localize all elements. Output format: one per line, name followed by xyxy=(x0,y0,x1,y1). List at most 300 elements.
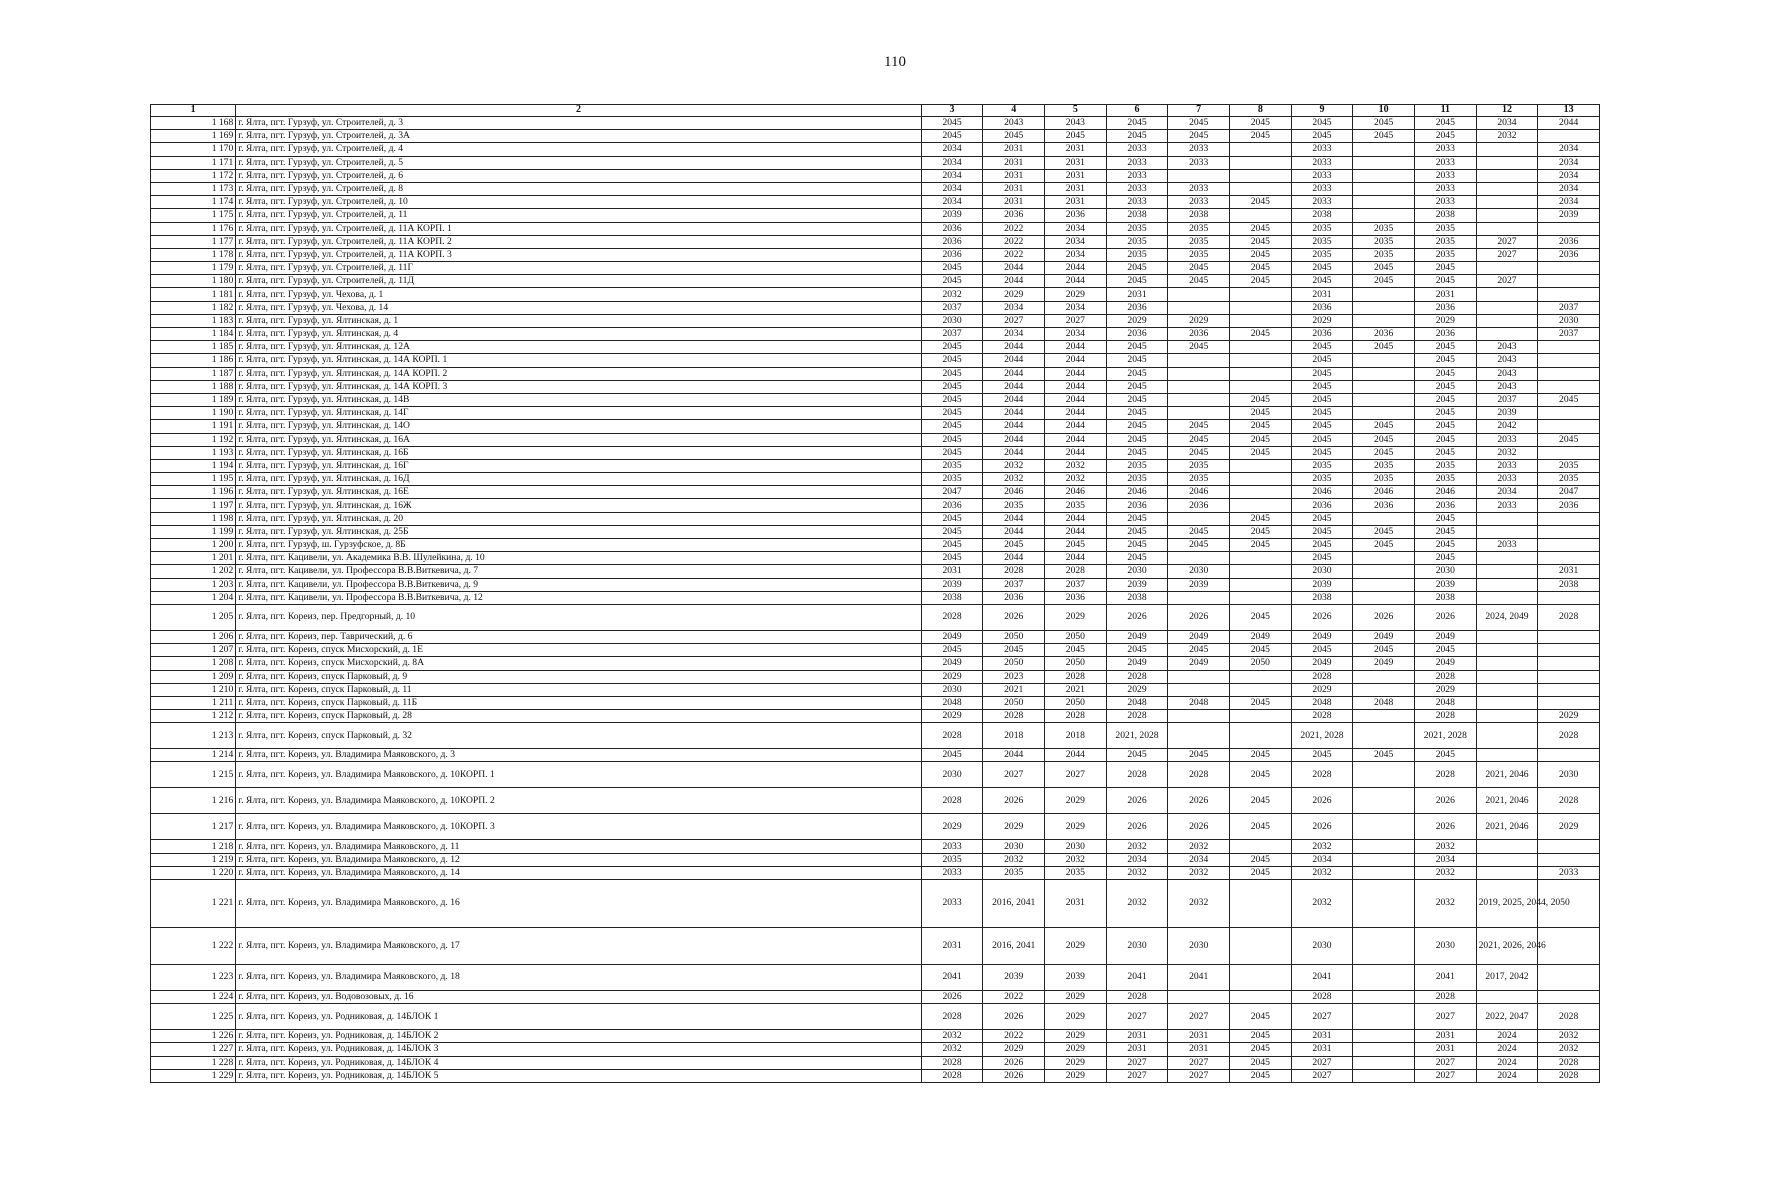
year-cell xyxy=(1353,169,1415,182)
address-cell: г. Ялта, пгт. Кореиз, ул. Владимира Маяковского, д. 18 xyxy=(236,965,921,991)
year-cell: 2044 xyxy=(983,354,1045,367)
year-cell: 2045 xyxy=(1168,262,1230,275)
year-cell: 2035 xyxy=(1353,473,1415,486)
year-cell: 2026 xyxy=(1291,788,1353,814)
year-cell xyxy=(1476,552,1538,565)
year-cell xyxy=(1353,788,1415,814)
year-cell: 2035 xyxy=(1353,248,1415,261)
year-cell: 2033 xyxy=(1476,459,1538,472)
year-cell: 2044 xyxy=(983,512,1045,525)
year-cell: 2032 xyxy=(921,1030,983,1043)
year-cell: 2046 xyxy=(983,486,1045,499)
year-cell xyxy=(1168,591,1230,604)
year-cell: 2039 xyxy=(1538,209,1600,222)
year-cell: 2045 xyxy=(1045,644,1107,657)
year-cell xyxy=(1538,965,1600,991)
year-cell: 2027 xyxy=(1414,1056,1476,1069)
year-cell xyxy=(1538,991,1600,1004)
year-cell: 2028 xyxy=(1414,670,1476,683)
year-cell: 2035 xyxy=(983,866,1045,879)
year-cell: 2048 xyxy=(1353,696,1415,709)
year-cell: 2028 xyxy=(1291,991,1353,1004)
year-cell: 2045 xyxy=(1106,117,1168,130)
year-cell xyxy=(1353,578,1415,591)
year-cell: 2028 xyxy=(921,723,983,749)
year-cell: 2030 xyxy=(1414,928,1476,965)
year-cell: 2045 xyxy=(1230,604,1292,630)
year-cell: 2016, 2041 xyxy=(983,928,1045,965)
year-cell: 2045 xyxy=(1414,117,1476,130)
address-cell: г. Ялта, пгт. Гурзуф, ул. Строителей, д. 11А КОРП. 2 xyxy=(236,235,921,248)
year-cell: 2045 xyxy=(1414,644,1476,657)
column-header-7: 7 xyxy=(1168,105,1230,117)
year-cell: 2041 xyxy=(1106,965,1168,991)
year-cell: 2049 xyxy=(1353,657,1415,670)
year-cell: 2034 xyxy=(1538,143,1600,156)
year-cell: 2032 xyxy=(1045,473,1107,486)
year-cell: 2049 xyxy=(1291,657,1353,670)
row-number: 1 203 xyxy=(151,578,236,591)
year-cell: 2045 xyxy=(1353,130,1415,143)
table-row xyxy=(151,393,1600,406)
year-cell: 2045 xyxy=(1353,117,1415,130)
year-cell: 2037 xyxy=(921,301,983,314)
address-cell: г. Ялта, пгт. Кореиз, спуск Парковый, д. 11Б xyxy=(236,696,921,709)
year-cell: 2045 xyxy=(921,552,983,565)
year-cell: 2043 xyxy=(1476,367,1538,380)
year-cell: 2045 xyxy=(1230,512,1292,525)
year-cell: 2044 xyxy=(1045,407,1107,420)
table-row xyxy=(151,407,1600,420)
table-row xyxy=(151,367,1600,380)
year-cell: 2045 xyxy=(1414,341,1476,354)
year-cell: 2027 xyxy=(1168,1004,1230,1030)
table-row xyxy=(151,539,1600,552)
year-cell: 2045 xyxy=(921,420,983,433)
year-cell: 2036 xyxy=(1414,301,1476,314)
year-cell: 2028 xyxy=(1106,670,1168,683)
year-cell: 2041 xyxy=(921,965,983,991)
year-cell: 2026 xyxy=(1168,604,1230,630)
year-cell: 2045 xyxy=(1168,433,1230,446)
year-cell: 2033 xyxy=(1291,182,1353,195)
address-cell: г. Ялта, пгт. Гурзуф, ул. Ялтинская, д. 25Б xyxy=(236,525,921,538)
year-cell: 2035 xyxy=(1106,459,1168,472)
year-cell: 2028 xyxy=(1538,723,1600,749)
address-cell: г. Ялта, пгт. Гурзуф, ул. Ялтинская, д. 14О xyxy=(236,420,921,433)
year-cell xyxy=(1230,288,1292,301)
year-cell xyxy=(1538,539,1600,552)
year-cell: 2034 xyxy=(921,182,983,195)
year-cell: 2029 xyxy=(1045,1043,1107,1056)
year-cell xyxy=(1230,991,1292,1004)
year-cell: 2026 xyxy=(983,1069,1045,1082)
year-cell: 2016, 2041 xyxy=(983,880,1045,928)
year-cell: 2041 xyxy=(1168,965,1230,991)
row-number: 1 188 xyxy=(151,380,236,393)
year-cell: 2031 xyxy=(1538,565,1600,578)
year-cell: 2032 xyxy=(1106,866,1168,879)
year-cell xyxy=(1230,928,1292,965)
address-cell: г. Ялта, пгт. Кореиз, ул. Водовозовых, д. 16 xyxy=(236,991,921,1004)
year-cell: 2032 xyxy=(1414,840,1476,853)
year-cell xyxy=(1476,209,1538,222)
address-cell: г. Ялта, пгт. Гурзуф, ул. Ялтинская, д. 14А КОРП. 2 xyxy=(236,367,921,380)
year-cell: 2035 xyxy=(1168,459,1230,472)
year-cell: 2035 xyxy=(1106,222,1168,235)
row-number: 1 180 xyxy=(151,275,236,288)
year-cell: 2024 xyxy=(1476,1030,1538,1043)
year-cell xyxy=(1538,407,1600,420)
year-cell xyxy=(1353,314,1415,327)
year-cell: 2035 xyxy=(1353,235,1415,248)
address-cell: г. Ялта, пгт. Гурзуф, ул. Чехова, д. 14 xyxy=(236,301,921,314)
address-cell: г. Ялта, пгт. Кореиз, пер. Предгорный, д. 10 xyxy=(236,604,921,630)
year-cell xyxy=(1353,1043,1415,1056)
year-cell: 2031 xyxy=(1106,288,1168,301)
row-number: 1 219 xyxy=(151,853,236,866)
year-cell xyxy=(1538,446,1600,459)
year-cell xyxy=(1476,525,1538,538)
year-cell: 2033 xyxy=(1538,866,1600,879)
year-cell: 2036 xyxy=(1106,328,1168,341)
year-cell xyxy=(1353,853,1415,866)
row-number: 1 201 xyxy=(151,552,236,565)
year-cell xyxy=(1476,578,1538,591)
year-cell: 2027 xyxy=(1045,314,1107,327)
year-cell: 2028 xyxy=(1538,1069,1600,1082)
row-number: 1 217 xyxy=(151,814,236,840)
year-cell xyxy=(1353,1030,1415,1043)
year-cell: 2047 xyxy=(1538,486,1600,499)
row-number: 1 220 xyxy=(151,866,236,879)
year-cell: 2024 xyxy=(1476,1069,1538,1082)
year-cell xyxy=(1538,840,1600,853)
address-cell: г. Ялта, пгт. Кореиз, ул. Родниковая, д. 14БЛОК 2 xyxy=(236,1030,921,1043)
row-number: 1 225 xyxy=(151,1004,236,1030)
table-row xyxy=(151,301,1600,314)
table-row xyxy=(151,762,1600,788)
year-cell: 2045 xyxy=(921,525,983,538)
year-cell: 2034 xyxy=(1538,196,1600,209)
row-number: 1 224 xyxy=(151,991,236,1004)
year-cell: 2033 xyxy=(1168,182,1230,195)
year-cell: 2045 xyxy=(1230,433,1292,446)
year-cell: 2032 xyxy=(1414,880,1476,928)
row-number: 1 186 xyxy=(151,354,236,367)
row-number: 1 177 xyxy=(151,235,236,248)
address-cell: г. Ялта, пгт. Кацивели, ул. Академика В.В. Шулейкина, д. 10 xyxy=(236,552,921,565)
column-header-11: 11 xyxy=(1414,105,1476,117)
table-row xyxy=(151,1004,1600,1030)
year-cell: 2018 xyxy=(1045,723,1107,749)
year-cell: 2027 xyxy=(1168,1056,1230,1069)
year-cell: 2028 xyxy=(1538,1004,1600,1030)
year-cell xyxy=(1230,314,1292,327)
year-cell: 2044 xyxy=(1045,420,1107,433)
year-cell: 2026 xyxy=(983,788,1045,814)
year-cell xyxy=(1476,683,1538,696)
row-number: 1 173 xyxy=(151,182,236,195)
year-cell: 2045 xyxy=(1230,866,1292,879)
row-number: 1 187 xyxy=(151,367,236,380)
row-number: 1 176 xyxy=(151,222,236,235)
year-cell xyxy=(1230,169,1292,182)
address-cell: г. Ялта, пгт. Кореиз, спуск Мисхорский, д. 1Е xyxy=(236,644,921,657)
year-cell: 2032 xyxy=(1106,880,1168,928)
year-cell xyxy=(1476,143,1538,156)
year-cell xyxy=(1538,130,1600,143)
year-cell: 2045 xyxy=(1230,117,1292,130)
year-cell: 2031 xyxy=(921,928,983,965)
year-cell xyxy=(1353,196,1415,209)
year-cell: 2028 xyxy=(983,565,1045,578)
year-cell: 2036 xyxy=(921,235,983,248)
year-cell: 2032 xyxy=(983,853,1045,866)
year-cell xyxy=(1168,301,1230,314)
year-cell: 2032 xyxy=(1045,853,1107,866)
year-cell: 2028 xyxy=(1045,565,1107,578)
row-number: 1 171 xyxy=(151,156,236,169)
year-cell: 2033 xyxy=(1414,169,1476,182)
year-cell: 2044 xyxy=(1045,512,1107,525)
year-cell: 2045 xyxy=(921,130,983,143)
year-cell: 2036 xyxy=(1538,248,1600,261)
year-cell: 2031 xyxy=(983,143,1045,156)
year-cell: 2043 xyxy=(1476,341,1538,354)
table-row xyxy=(151,591,1600,604)
column-header-5: 5 xyxy=(1045,105,1107,117)
row-number: 1 181 xyxy=(151,288,236,301)
year-cell: 2039 xyxy=(1106,578,1168,591)
year-cell: 2022, 2047 xyxy=(1476,1004,1538,1030)
year-cell xyxy=(1476,630,1538,643)
year-cell xyxy=(1230,499,1292,512)
year-cell: 2028 xyxy=(921,1069,983,1082)
address-cell: г. Ялта, пгт. Кацивели, ул. Профессора В.В.Виткевича, д. 9 xyxy=(236,578,921,591)
column-header-6: 6 xyxy=(1106,105,1168,117)
year-cell: 2045 xyxy=(1230,696,1292,709)
year-cell: 2044 xyxy=(983,275,1045,288)
year-cell: 2045 xyxy=(1230,1030,1292,1043)
year-cell: 2044 xyxy=(1045,380,1107,393)
year-cell: 2029 xyxy=(921,710,983,723)
year-cell: 2045 xyxy=(1230,853,1292,866)
year-cell xyxy=(1353,156,1415,169)
year-cell: 2022 xyxy=(983,248,1045,261)
year-cell: 2045 xyxy=(1168,117,1230,130)
year-cell: 2023 xyxy=(983,670,1045,683)
year-cell: 2031 xyxy=(1291,1030,1353,1043)
year-cell: 2028 xyxy=(983,710,1045,723)
table-row xyxy=(151,328,1600,341)
year-cell: 2044 xyxy=(1045,749,1107,762)
table-row xyxy=(151,473,1600,486)
year-cell: 2045 xyxy=(1291,407,1353,420)
address-cell: г. Ялта, пгт. Кореиз, ул. Владимира Маяковского, д. 17 xyxy=(236,928,921,965)
year-cell: 2045 xyxy=(921,446,983,459)
address-cell: г. Ялта, пгт. Гурзуф, ул. Строителей, д. 11Д xyxy=(236,275,921,288)
year-cell: 2045 xyxy=(1538,433,1600,446)
year-cell: 2045 xyxy=(921,749,983,762)
year-cell: 2034 xyxy=(1538,156,1600,169)
address-cell: г. Ялта, пгт. Гурзуф, ул. Ялтинская, д. 16Ж xyxy=(236,499,921,512)
year-cell: 2045 xyxy=(1230,1056,1292,1069)
year-cell: 2045 xyxy=(1168,420,1230,433)
year-cell: 2044 xyxy=(1045,433,1107,446)
year-cell: 2028 xyxy=(1106,762,1168,788)
year-cell xyxy=(1230,683,1292,696)
address-cell: г. Ялта, пгт. Кацивели, ул. Профессора В.В.Виткевича, д. 7 xyxy=(236,565,921,578)
table-body xyxy=(151,117,1600,1083)
year-cell: 2046 xyxy=(1168,486,1230,499)
year-cell xyxy=(1538,288,1600,301)
year-cell xyxy=(1353,1056,1415,1069)
row-number: 1 205 xyxy=(151,604,236,630)
year-cell: 2045 xyxy=(1230,235,1292,248)
year-cell: 2029 xyxy=(1045,1030,1107,1043)
year-cell: 2035 xyxy=(1414,235,1476,248)
year-cell: 2045 xyxy=(1230,1069,1292,1082)
year-cell: 2045 xyxy=(1106,644,1168,657)
year-cell xyxy=(1476,696,1538,709)
year-cell: 2045 xyxy=(983,130,1045,143)
year-cell: 2044 xyxy=(1045,354,1107,367)
year-cell: 2033 xyxy=(1476,499,1538,512)
year-cell: 2022 xyxy=(983,991,1045,1004)
year-cell: 2038 xyxy=(1414,209,1476,222)
year-cell xyxy=(1353,710,1415,723)
address-cell: г. Ялта, пгт. Кореиз, ул. Родниковая, д. 14БЛОК 4 xyxy=(236,1056,921,1069)
year-cell: 2045 xyxy=(921,354,983,367)
year-cell: 2027 xyxy=(1106,1069,1168,1082)
year-cell: 2036 xyxy=(983,209,1045,222)
year-cell xyxy=(1230,380,1292,393)
row-number: 1 178 xyxy=(151,248,236,261)
row-number: 1 218 xyxy=(151,840,236,853)
year-cell: 2029 xyxy=(1106,314,1168,327)
row-number: 1 226 xyxy=(151,1030,236,1043)
year-cell: 2029 xyxy=(1414,314,1476,327)
year-cell: 2045 xyxy=(1291,367,1353,380)
year-cell: 2050 xyxy=(1045,696,1107,709)
year-cell: 2021, 2028 xyxy=(1291,723,1353,749)
year-cell: 2036 xyxy=(1291,301,1353,314)
year-cell xyxy=(1476,591,1538,604)
year-cell: 2021, 2026, 2046 xyxy=(1476,928,1538,965)
year-cell: 2045 xyxy=(1414,512,1476,525)
year-cell: 2032 xyxy=(1291,880,1353,928)
year-cell xyxy=(1353,1069,1415,1082)
year-cell xyxy=(1353,928,1415,965)
row-number: 1 200 xyxy=(151,539,236,552)
year-cell: 2030 xyxy=(921,314,983,327)
year-cell: 2037 xyxy=(1045,578,1107,591)
address-cell: г. Ялта, пгт. Кацивели, ул. Профессора В.В.Виткевича, д. 12 xyxy=(236,591,921,604)
year-cell: 2022 xyxy=(983,222,1045,235)
year-cell: 2045 xyxy=(1230,262,1292,275)
year-cell: 2030 xyxy=(1538,314,1600,327)
year-cell: 2026 xyxy=(1414,788,1476,814)
year-cell: 2045 xyxy=(983,539,1045,552)
year-cell: 2032 xyxy=(1168,866,1230,879)
year-cell: 2050 xyxy=(1230,657,1292,670)
year-cell: 2045 xyxy=(1291,117,1353,130)
year-cell xyxy=(1168,354,1230,367)
year-cell: 2033 xyxy=(1168,156,1230,169)
year-cell: 2033 xyxy=(1414,196,1476,209)
year-cell: 2022 xyxy=(983,1030,1045,1043)
year-cell: 2041 xyxy=(1291,965,1353,991)
year-cell: 2045 xyxy=(1168,749,1230,762)
year-cell: 2045 xyxy=(1230,788,1292,814)
table-row xyxy=(151,354,1600,367)
year-cell: 2045 xyxy=(1106,552,1168,565)
year-cell: 2026 xyxy=(1291,604,1353,630)
year-cell: 2045 xyxy=(1230,1004,1292,1030)
row-number: 1 199 xyxy=(151,525,236,538)
address-cell: г. Ялта, пгт. Гурзуф, ул. Строителей, д. 4 xyxy=(236,143,921,156)
year-cell: 2021, 2046 xyxy=(1476,814,1538,840)
year-cell: 2045 xyxy=(1414,539,1476,552)
year-cell: 2048 xyxy=(921,696,983,709)
year-cell: 2035 xyxy=(1291,248,1353,261)
address-cell: г. Ялта, пгт. Кореиз, ул. Владимира Маяковского, д. 10КОРП. 3 xyxy=(236,814,921,840)
year-cell: 2033 xyxy=(1106,196,1168,209)
year-cell: 2045 xyxy=(921,367,983,380)
year-cell xyxy=(1476,840,1538,853)
year-cell: 2032 xyxy=(1414,866,1476,879)
row-number: 1 172 xyxy=(151,169,236,182)
year-cell: 2033 xyxy=(1414,156,1476,169)
year-cell: 2028 xyxy=(1538,1056,1600,1069)
year-cell: 2047 xyxy=(921,486,983,499)
year-cell: 2024 xyxy=(1476,1056,1538,1069)
year-cell xyxy=(1476,991,1538,1004)
year-cell: 2036 xyxy=(1045,591,1107,604)
year-cell xyxy=(1353,301,1415,314)
year-cell xyxy=(1168,288,1230,301)
year-cell: 2045 xyxy=(1291,749,1353,762)
table-row xyxy=(151,965,1600,991)
year-cell: 2045 xyxy=(1230,814,1292,840)
year-cell: 2035 xyxy=(1353,222,1415,235)
year-cell: 2050 xyxy=(983,696,1045,709)
year-cell: 2029 xyxy=(983,288,1045,301)
table-row xyxy=(151,288,1600,301)
address-cell: г. Ялта, пгт. Кореиз, ул. Владимира Маяковского, д. 14 xyxy=(236,866,921,879)
year-cell: 2044 xyxy=(983,380,1045,393)
year-cell: 2032 xyxy=(921,1043,983,1056)
year-cell: 2034 xyxy=(1538,182,1600,195)
table-row xyxy=(151,710,1600,723)
year-cell: 2035 xyxy=(1168,222,1230,235)
row-number: 1 193 xyxy=(151,446,236,459)
year-cell xyxy=(1230,156,1292,169)
year-cell: 2048 xyxy=(1414,696,1476,709)
year-cell: 2045 xyxy=(1291,512,1353,525)
table-row xyxy=(151,644,1600,657)
row-number: 1 221 xyxy=(151,880,236,928)
column-header-10: 10 xyxy=(1353,105,1415,117)
year-cell: 2045 xyxy=(1230,196,1292,209)
year-cell: 2039 xyxy=(983,965,1045,991)
year-cell xyxy=(1476,288,1538,301)
year-cell: 2032 xyxy=(1291,840,1353,853)
year-cell: 2037 xyxy=(1538,328,1600,341)
year-cell: 2045 xyxy=(1230,644,1292,657)
address-cell: г. Ялта, пгт. Гурзуф, ул. Ялтинская, д. 14В xyxy=(236,393,921,406)
